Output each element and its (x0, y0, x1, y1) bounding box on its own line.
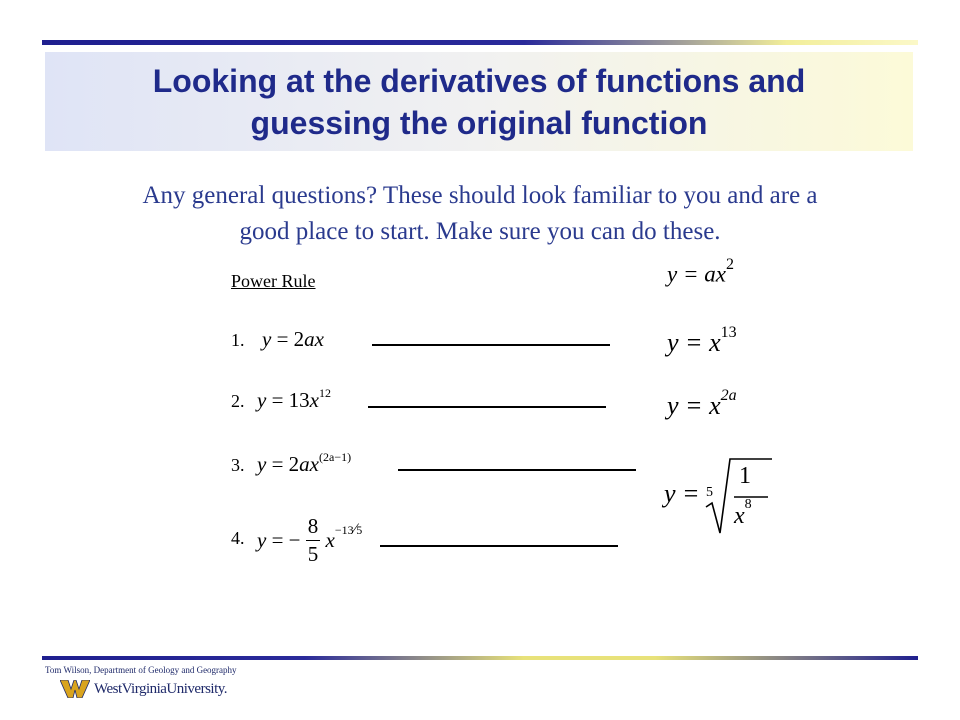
answer-2 (667, 324, 737, 358)
title-banner (45, 52, 913, 151)
power-rule-heading: Power Rule (231, 271, 316, 291)
answer-4 (664, 455, 774, 540)
problem-3-equals: = (271, 452, 284, 476)
problem-2-equals: = (271, 388, 284, 412)
problem-4-fraction (306, 513, 321, 566)
problem-1-var: ax (304, 327, 324, 351)
problem-2-coef: 13 (288, 388, 310, 412)
answer-4-root-index: 5 (706, 485, 713, 500)
answer-3-expression: y = x (667, 391, 721, 420)
intro-line-1: Any general questions? These should look familiar to you and are a (142, 182, 818, 209)
problem-2-y: y (257, 388, 267, 412)
answer-4-den-base: x (734, 503, 745, 529)
problem-2-equation (257, 388, 331, 413)
problem-2-label: 2. (231, 391, 245, 411)
problem-4-exp-slash: ⁄ (353, 521, 357, 538)
problem-4-y: y (257, 527, 267, 552)
problem-4-exp-num: −13 (334, 523, 354, 537)
problem-1-y: y (262, 327, 272, 351)
university-name: WestVirginiaUniversity. (94, 680, 228, 697)
answer-1-exponent: 2 (725, 256, 734, 273)
title-line-1: Looking at the derivatives of functions and (152, 62, 806, 99)
problem-4-equation (257, 510, 362, 570)
problem-4-denominator: 5 (307, 541, 319, 566)
problem-2-exponent: 12 (319, 386, 331, 400)
bottom-rule (42, 656, 918, 660)
problem-3-exponent: (2a−1) (319, 450, 352, 464)
problem-3-y: y (257, 452, 267, 476)
problem-3-label: 3. (231, 455, 245, 475)
problem-4-label: 4. (231, 528, 245, 548)
problem-2-answer-blank[interactable] (368, 406, 606, 408)
answer-3 (667, 387, 737, 421)
answer-2-expression: y = x (667, 328, 721, 357)
problem-4-exp-den: 5 (356, 523, 363, 537)
wvu-flying-wv-icon (60, 680, 90, 698)
top-rule (42, 40, 918, 45)
answer-4-numerator: 1 (739, 463, 751, 489)
footer-credit: Tom Wilson, Department of Geology and Geography (45, 665, 237, 675)
answer-1-expression: y = ax (667, 261, 726, 287)
answer-4-den-exp: 8 (744, 497, 752, 512)
answer-3-exponent: 2a (720, 387, 737, 405)
problem-3-equation (257, 452, 351, 477)
problem-4-numerator: 8 (307, 513, 319, 538)
problem-2-var: x (309, 388, 319, 412)
problem-4-exponent (335, 521, 362, 539)
problem-3-var: ax (299, 452, 319, 476)
problem-1-label: 1. (231, 330, 245, 350)
problem-4-equals: = − (271, 527, 301, 552)
answer-1 (667, 256, 734, 288)
problem-1-equation (262, 327, 324, 352)
problem-1-answer-blank[interactable] (372, 344, 610, 346)
slide-title (153, 60, 806, 144)
wvu-logo (60, 677, 227, 701)
answer-2-exponent: 13 (720, 324, 737, 342)
answer-4-denominator (734, 497, 752, 530)
problem-4-answer-blank[interactable] (380, 545, 618, 547)
title-line-2: guessing the original function (250, 104, 708, 141)
intro-text (30, 178, 930, 250)
problem-3-coef: 2 (288, 452, 300, 476)
problem-4-var: x (325, 527, 335, 552)
answer-4-lhs: y = (664, 479, 700, 508)
problem-1-equals: = (276, 327, 289, 351)
problem-3-answer-blank[interactable] (398, 469, 636, 471)
intro-line-2: good place to start. Make sure you can do these. (239, 218, 721, 245)
problem-1-coef: 2 (293, 327, 305, 351)
